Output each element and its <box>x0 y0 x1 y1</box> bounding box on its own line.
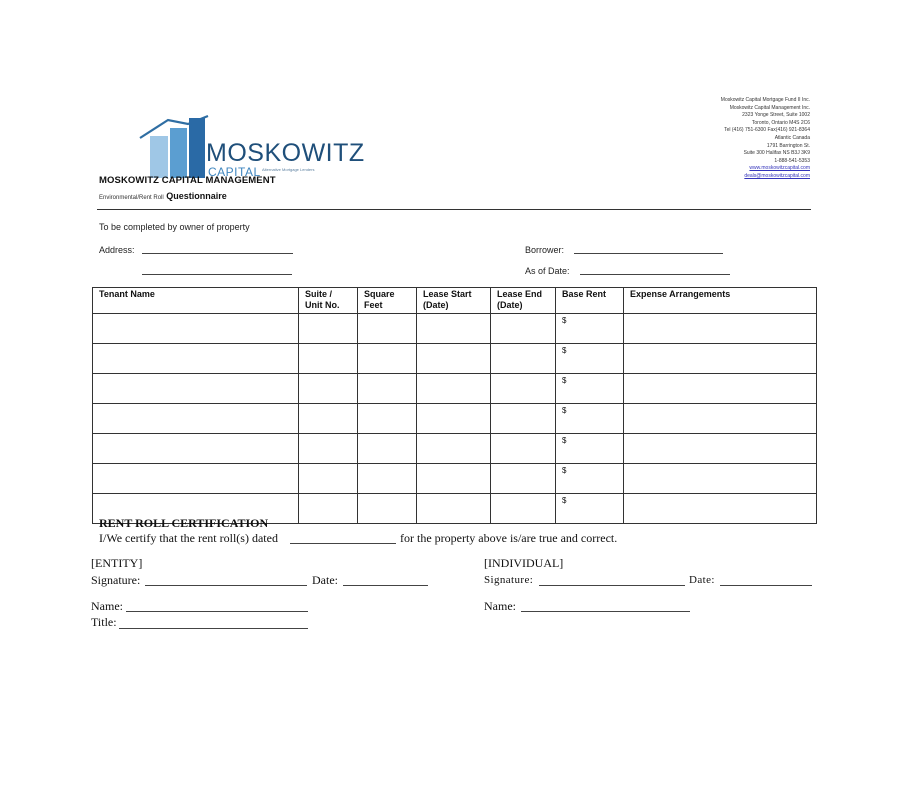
table-cell[interactable] <box>93 344 299 374</box>
base-rent-cell[interactable]: $ <box>556 464 624 494</box>
instruction-text: To be completed by owner of property <box>99 222 250 232</box>
column-header: Lease End (Date) <box>491 288 556 314</box>
email-link[interactable]: deals@moskowitzcapital.com <box>744 172 810 179</box>
base-rent-cell[interactable]: $ <box>556 374 624 404</box>
table-cell[interactable] <box>624 494 817 524</box>
form-subtitle <box>99 191 227 201</box>
table-cell[interactable] <box>93 464 299 494</box>
entity-label: [ENTITY] <box>91 556 143 570</box>
table-row <box>93 464 817 494</box>
table-cell[interactable] <box>93 434 299 464</box>
table-cell[interactable] <box>417 314 491 344</box>
column-header: Base Rent <box>556 288 624 314</box>
address-line: 1-888-541-5353 <box>774 157 810 164</box>
table-cell[interactable] <box>624 434 817 464</box>
entity-date-label: Date: <box>312 573 338 587</box>
subtitle-prefix: Environmental/Rent Roll <box>99 195 164 201</box>
table-cell[interactable] <box>491 374 556 404</box>
entity-title-label: Title: <box>91 615 117 629</box>
borrower-field-line[interactable] <box>574 253 723 254</box>
website-link[interactable]: www.moskowitzcapital.com <box>749 165 810 172</box>
table-cell[interactable] <box>93 404 299 434</box>
certification-text-after: for the property above is/are true and correct. <box>400 531 618 545</box>
table-cell[interactable] <box>491 464 556 494</box>
as-of-date-field-line[interactable] <box>580 274 730 275</box>
address-line: Suite 300 Halifax NS B3J 3K9 <box>743 150 810 157</box>
table-cell[interactable] <box>358 434 417 464</box>
column-header: Expense Arrangements <box>624 288 817 314</box>
individual-signature-label: Signature: <box>484 574 534 586</box>
table-header-row <box>93 288 817 314</box>
table-cell[interactable] <box>491 314 556 344</box>
table-cell[interactable] <box>358 464 417 494</box>
table-cell[interactable] <box>417 464 491 494</box>
address-line: Moskowitz Capital Mortgage Fund II Inc. <box>720 97 810 103</box>
table-cell[interactable] <box>624 404 817 434</box>
table-cell[interactable] <box>358 314 417 344</box>
table-cell[interactable] <box>299 314 358 344</box>
certification-title: RENT ROLL CERTIFICATION <box>99 516 269 530</box>
address-line: 2323 Yonge Street, Suite 1002 <box>742 112 810 119</box>
table-cell[interactable] <box>491 344 556 374</box>
entity-date-field-line[interactable] <box>343 585 428 586</box>
company-title: MOSKOWITZ CAPITAL MANAGEMENT <box>99 175 276 186</box>
table-cell[interactable] <box>358 494 417 524</box>
logo-subword: CAPITAL <box>208 165 261 179</box>
address-label: Address: <box>99 245 135 255</box>
rent-roll-table <box>92 287 817 524</box>
logo-wordmark: MOSKOWITZ <box>206 139 365 167</box>
address-line: Toronto, Ontario M4S 2C6 <box>751 119 810 126</box>
entity-signature-field-line[interactable] <box>145 585 307 586</box>
table-cell[interactable] <box>417 374 491 404</box>
table-cell[interactable] <box>93 314 299 344</box>
table-cell[interactable] <box>417 344 491 374</box>
table-row <box>93 314 817 344</box>
entity-signature-label: Signature: <box>91 573 141 587</box>
column-header: Suite / Unit No. <box>299 288 358 314</box>
column-header: Lease Start (Date) <box>417 288 491 314</box>
address-field-line-2[interactable] <box>142 274 292 275</box>
logo-tagline: Alternative Mortgage Lenders <box>262 167 315 172</box>
individual-label: [INDIVIDUAL] <box>484 556 564 570</box>
header-divider <box>97 209 811 210</box>
address-line: 1791 Barrington St. <box>766 142 810 149</box>
table-cell[interactable] <box>417 434 491 464</box>
address-line: Atlantic Canada <box>774 134 810 141</box>
table-cell[interactable] <box>299 434 358 464</box>
entity-name-label: Name: <box>91 599 123 613</box>
column-header: Tenant Name <box>93 288 299 314</box>
table-row <box>93 404 817 434</box>
address-field-line-1[interactable] <box>142 253 293 254</box>
base-rent-cell[interactable]: $ <box>556 494 624 524</box>
table-cell[interactable] <box>624 314 817 344</box>
logo-bar-3 <box>189 118 205 178</box>
table-cell[interactable] <box>299 494 358 524</box>
column-header: Square Feet <box>358 288 417 314</box>
entity-title-field-line[interactable] <box>119 628 308 629</box>
table-cell[interactable] <box>417 494 491 524</box>
table-cell[interactable] <box>358 344 417 374</box>
table-cell[interactable] <box>624 464 817 494</box>
company-address-block <box>721 97 810 181</box>
individual-name-label: Name: <box>484 599 516 613</box>
individual-date-label: Date: <box>689 574 715 586</box>
table-cell[interactable] <box>491 404 556 434</box>
logo-bar-2 <box>170 128 187 178</box>
table-cell[interactable] <box>417 404 491 434</box>
table-cell[interactable] <box>299 404 358 434</box>
base-rent-cell[interactable]: $ <box>556 344 624 374</box>
table-cell[interactable] <box>299 374 358 404</box>
base-rent-cell[interactable]: $ <box>556 404 624 434</box>
table-cell[interactable] <box>299 464 358 494</box>
entity-name-field-line[interactable] <box>126 611 308 612</box>
address-line: Moskowitz Capital Management Inc. <box>729 104 810 111</box>
table-row <box>93 434 817 464</box>
table-cell[interactable] <box>93 374 299 404</box>
individual-name-field-line[interactable] <box>521 611 690 612</box>
base-rent-cell[interactable]: $ <box>556 434 624 464</box>
table-cell[interactable] <box>491 494 556 524</box>
table-cell[interactable] <box>358 374 417 404</box>
certification-text-before: I/We certify that the rent roll(s) dated <box>99 531 278 545</box>
base-rent-cell[interactable]: $ <box>556 314 624 344</box>
subtitle-main: Questionnaire <box>166 191 227 201</box>
as-of-date-label: As of Date: <box>525 266 570 276</box>
table-row <box>93 374 817 404</box>
table-cell[interactable] <box>358 404 417 434</box>
table-cell[interactable] <box>624 344 817 374</box>
address-line: Tel (416) 751-6300 Fax(416) 921-8364 <box>724 127 810 134</box>
rent-roll-date-field-line[interactable] <box>290 543 396 544</box>
individual-signature-field-line[interactable] <box>539 585 685 586</box>
logo-bar-1 <box>150 136 168 178</box>
table-row <box>93 344 817 374</box>
table-cell[interactable] <box>491 434 556 464</box>
table-cell[interactable] <box>299 344 358 374</box>
individual-date-field-line[interactable] <box>720 585 812 586</box>
borrower-label: Borrower: <box>525 245 565 255</box>
table-cell[interactable] <box>624 374 817 404</box>
